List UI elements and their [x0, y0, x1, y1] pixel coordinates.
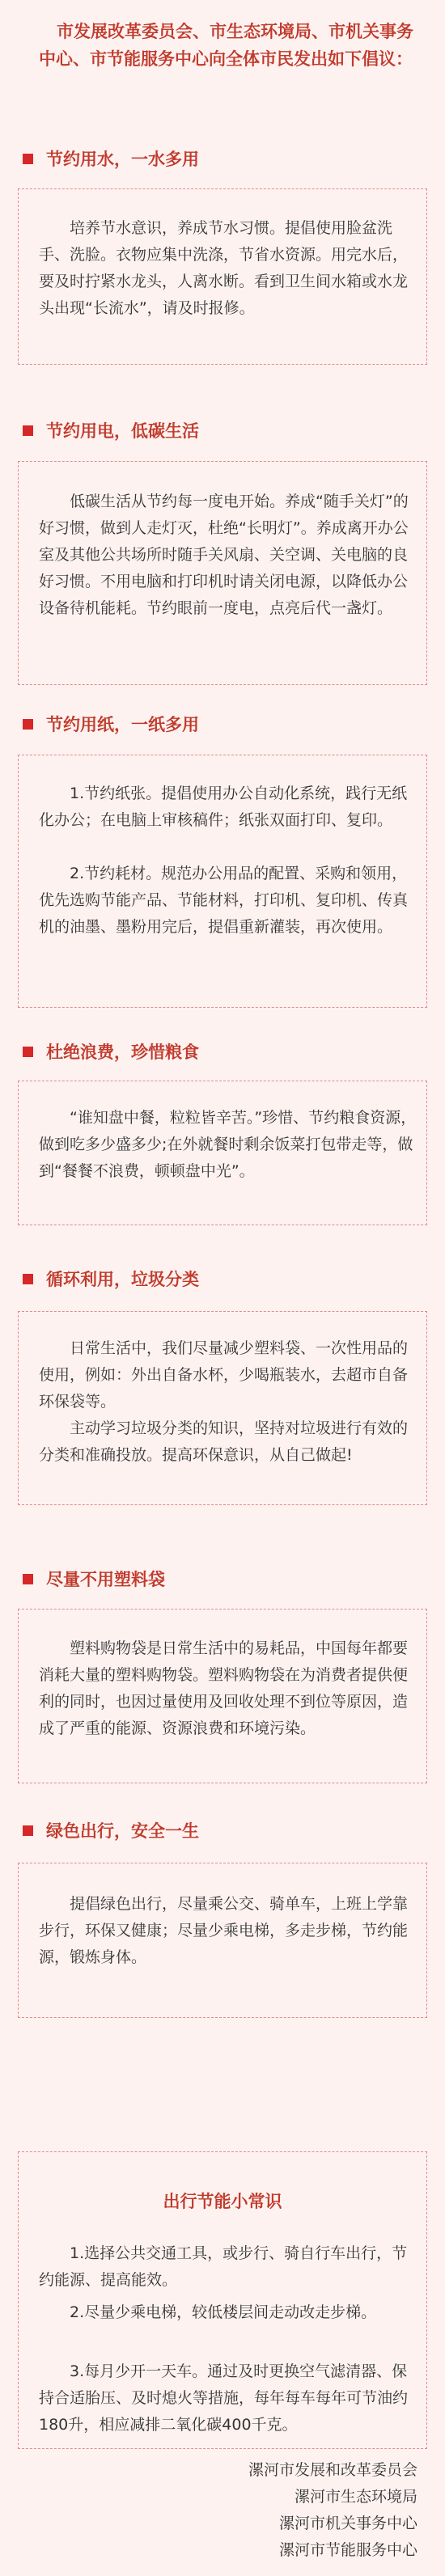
section-heading-electricity	[23, 418, 199, 442]
section-paragraph: 培养节水意识，养成节水习惯。提倡使用脸盆洗手、洗脸。衣物应集中洗涤，节省水资源。用完水后，要及时拧紧水龙头，人离水断。看到卫生间水箱或水龙头出现“长流水”，请及时报修。	[39, 219, 409, 317]
section-paragraph: 塑料购物袋是日常生活中的易耗品，中国每年都要消耗大量的塑料购物袋。塑料购物袋在为消费者提供便利的同时，也因过量使用及回收处理不到位等原因，造成了严重的能源、资源浪费和环境污染。	[39, 1639, 409, 1737]
section-paragraph: 主动学习垃圾分类的知识，坚持对垃圾进行有效的分类和准确投放。提高环保意识，从自己做起!	[39, 1419, 409, 1464]
section-heading-recycling	[23, 1267, 199, 1291]
section-paragraph: 日常生活中，我们尽量减少塑料袋、一次性用品的使用，例如：外出自备水杯，少喝瓶装水，去超市自备环保袋等。	[39, 1339, 409, 1411]
tips-item: 1.选择公共交通工具，或步行、骑自行车出行，节约能源、提高能效。	[39, 2244, 408, 2289]
signature-line: 漯河市节能服务中心	[278, 2541, 417, 2559]
section-title: 循环利用，垃圾分类	[46, 1270, 199, 1289]
section-paragraph: 低碳生活从节约每一度电开始。养成“随手关灯”的好习惯，做到人走灯灭，杜绝“长明灯”。养成离开办公室及其他公共场所时随手关风扇、关空调、关电脑的良好习惯。不用电脑和打印机时请关闭电源，以降低办公设备待机能耗。节约眼前一度电，点亮后代一盏灯。	[39, 493, 409, 617]
square-bullet-icon	[23, 1574, 33, 1584]
section-heading-water	[23, 146, 199, 171]
section-paragraph: 1.节约纸张。提倡使用办公自动化系统，践行无纸化办公；在电脑上审核稿件；纸张双面打印、复印。	[39, 785, 408, 829]
section-paragraph: “谁知盘中餐，粒粒皆辛苦。”珍惜、节约粮食资源，做到吃多少盛多少;在外就餐时剩余饭菜打包带走等，做到“餐餐不浪费，顿顿盘中光”。	[39, 1109, 417, 1180]
square-bullet-icon	[23, 425, 33, 436]
signature-line: 漯河市机关事务中心	[278, 2515, 417, 2532]
signature-line: 漯河市发展和改革委员会	[248, 2461, 417, 2479]
section-heading-green-travel	[23, 1818, 199, 1842]
square-bullet-icon	[23, 719, 33, 730]
tips-item: 3.每月少开一天车。通过及时更换空气滤清器、保持合适胎压、及时熄火等措施，每年每车每年可节油约180升，相应减排二氧化碳400千克。	[39, 2362, 409, 2434]
square-bullet-icon	[23, 1047, 33, 1057]
square-bullet-icon	[23, 1825, 33, 1836]
section-paragraph: 提倡绿色出行，尽量乘公交、骑单车，上班上学靠步行，环保又健康；尽量少乘电梯，多走步梯，节约能源，锻炼身体。	[39, 1895, 409, 1966]
intro-text: 市发展改革委员会、市生态环境局、市机关事务中心、市节能服务中心向全体市民发出如下倡议：	[39, 22, 413, 69]
section-title: 节约用水，一水多用	[46, 150, 199, 169]
section-title: 节约用电，低碳生活	[46, 421, 199, 441]
tips-item: 2.尽量少乘电梯，较低楼层间走动改走步梯。	[70, 2303, 377, 2321]
section-title: 杜绝浪费，珍惜粮食	[46, 1043, 199, 1062]
section-title: 节约用纸，一纸多用	[46, 715, 199, 734]
tips-title: 出行节能小常识	[163, 2192, 282, 2211]
section-title: 绿色出行，安全一生	[46, 1821, 199, 1841]
section-heading-plastic-bags	[23, 1567, 165, 1591]
square-bullet-icon	[23, 1274, 33, 1284]
section-title: 尽量不用塑料袋	[46, 1570, 165, 1589]
section-heading-food	[23, 1039, 199, 1064]
section-heading-paper	[23, 712, 199, 736]
square-bullet-icon	[23, 154, 33, 164]
section-paragraph: 2.节约耗材。规范办公用品的配置、采购和领用，优先选购节能产品、节能材料，打印机、复印机、传真机的油墨、墨粉用完后，提倡重新灌装，再次使用。	[39, 865, 409, 936]
signature-line: 漯河市生态环境局	[294, 2488, 417, 2506]
